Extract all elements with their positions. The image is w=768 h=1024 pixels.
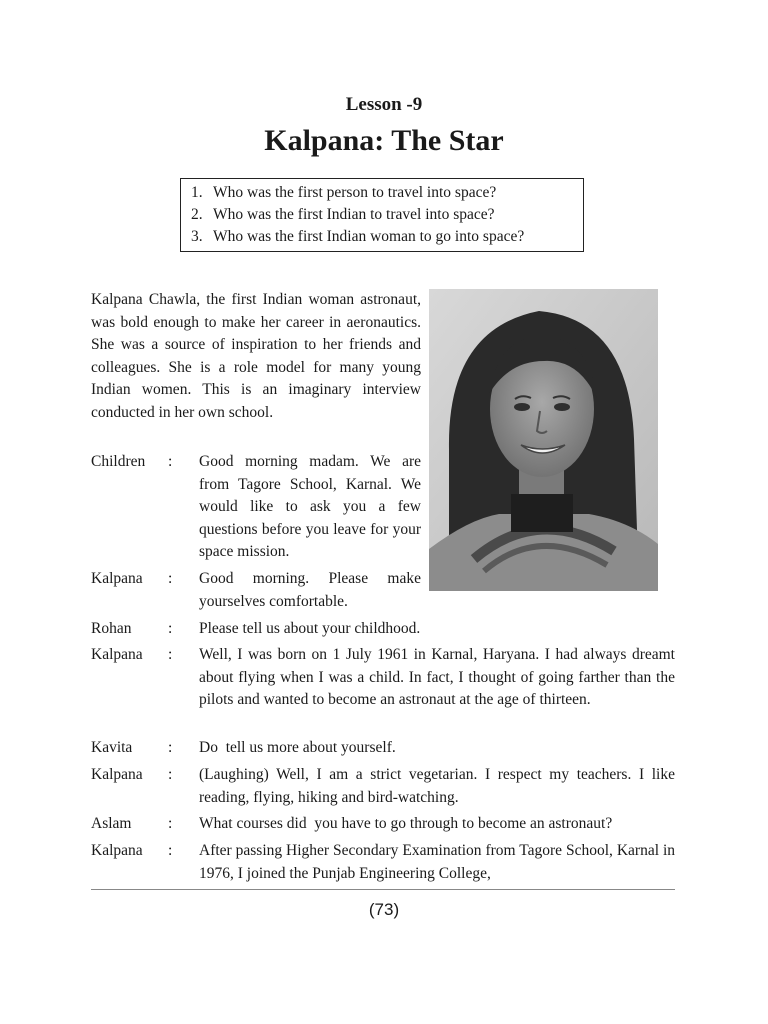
speaker-name: Rohan (91, 620, 132, 637)
dialog-text: After passing Higher Secondary Examination from Tagore School, Karnal in 1976, I joined the Punjab Engineering College, (199, 842, 675, 882)
separator: : (168, 570, 173, 587)
dialog-text: Good morning. Please make yourselves comfortable. (199, 570, 421, 610)
lesson-title: Kalpana: The Star (264, 124, 504, 157)
separator: : (168, 842, 173, 859)
speaker-name: Aslam (91, 815, 132, 832)
portrait-photo (429, 289, 658, 591)
dialog-text: Do tell us more about yourself. (199, 739, 396, 756)
speaker-name: Kalpana (91, 766, 143, 783)
question-item (191, 182, 583, 204)
speaker-name: Children (91, 453, 146, 470)
question-number: 1. (191, 184, 203, 201)
speaker-name: Kalpana (91, 570, 143, 587)
portrait-illustration (429, 289, 658, 591)
separator: : (168, 646, 173, 663)
question-number: 2. (191, 206, 203, 223)
dialog-text: Well, I was born on 1 July 1961 in Karnal, Haryana. I had always dreamt about flying when I was a child. In fact, I thought of going farther than the pilots and wanted to become an astronaut at the age of thirteen. (199, 646, 675, 708)
dialog-text: What courses did you have to go through to become an astronaut? (199, 815, 613, 832)
page-number: (73) (368, 900, 400, 919)
dialog-text: (Laughing) Well, I am a strict vegetarian. I respect my teachers. I like reading, flying, hiking and bird-watching. (199, 766, 675, 806)
question-text: Who was the first Indian to travel into space? (213, 206, 495, 223)
separator: : (168, 620, 173, 637)
question-item (191, 204, 583, 226)
lesson-number: Lesson -9 (345, 94, 423, 115)
dialog-text: Good morning madam. We are from Tagore School, Karnal. We would like to ask you a few questions before you leave for your space mission. (199, 453, 421, 560)
footer-divider (91, 889, 675, 890)
speaker-name: Kavita (91, 739, 133, 756)
separator: : (168, 815, 173, 832)
separator: : (168, 453, 173, 470)
separator: : (168, 739, 173, 756)
speaker-name: Kalpana (91, 842, 143, 859)
speaker-name: Kalpana (91, 646, 143, 663)
intro-paragraph: Kalpana Chawla, the first Indian woman astronaut, was bold enough to make her career in aeronautics. She was a source of inspiration to her friends and colleagues. She is a role model for many young Indian women. This is an imaginary interview conducted in her own school. (91, 291, 421, 421)
questions-box (180, 178, 584, 252)
question-text: Who was the first Indian woman to go into space? (213, 228, 525, 245)
dialog-text: Please tell us about your childhood. (199, 620, 421, 637)
separator: : (168, 766, 173, 783)
question-number: 3. (191, 228, 203, 245)
question-item (191, 226, 583, 248)
question-text: Who was the first person to travel into space? (213, 184, 497, 201)
